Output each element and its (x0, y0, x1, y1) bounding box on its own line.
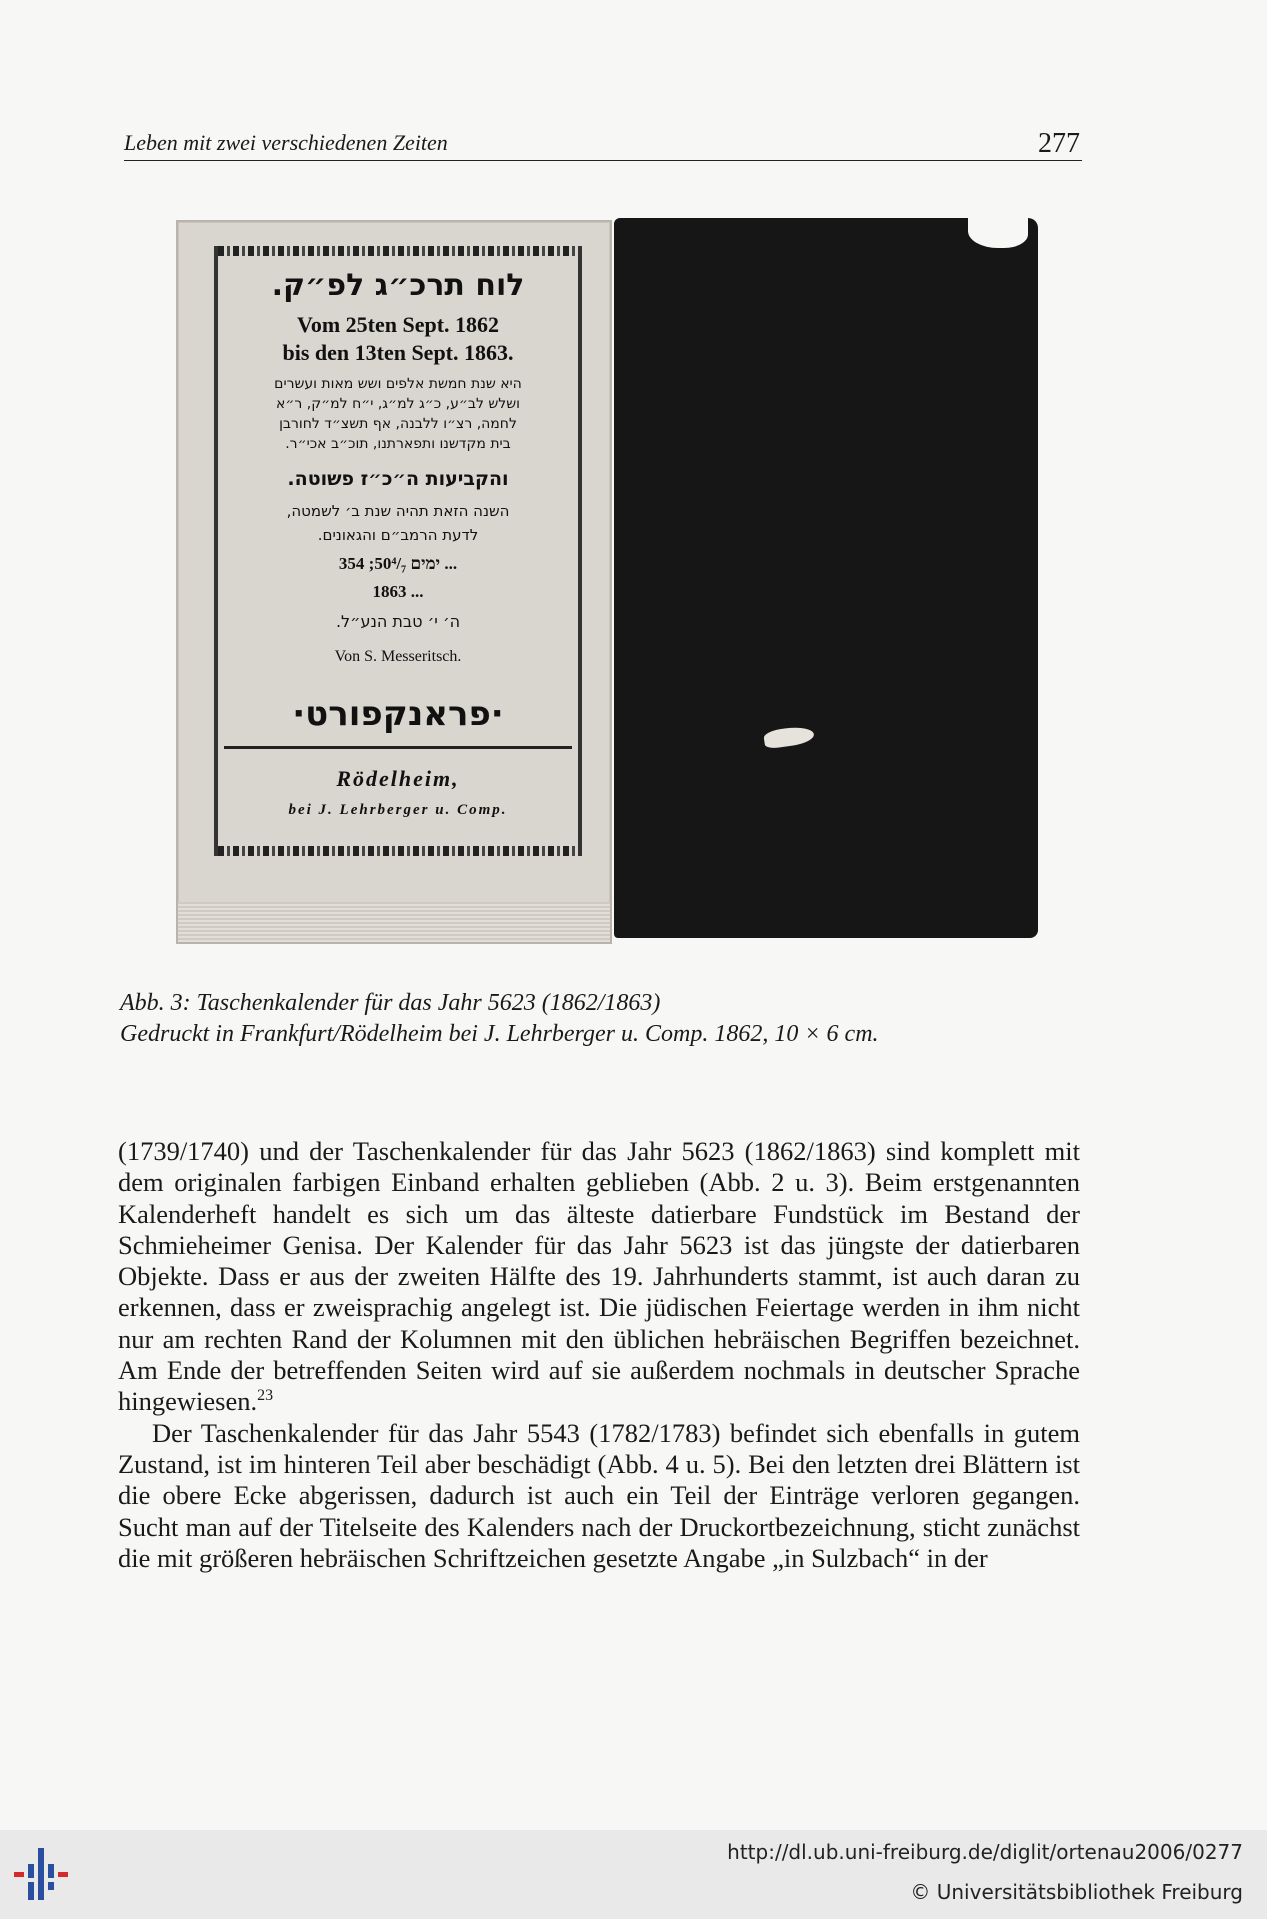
running-header (124, 128, 1082, 161)
footnote-reference[interactable]: 23 (257, 1387, 274, 1405)
caption-line: Abb. 3: Taschenkalender für das Jahr 5623 (1862/1863) (120, 990, 661, 1016)
caption-line: Gedruckt in Frankfurt/Rödelheim bei J. Lehrberger u. Comp. 1862, 10 × 6 cm. (120, 1021, 879, 1047)
paragraph: Der Taschenkalender für das Jahr 5543 (1782/1783) befindet sich ebenfalls in gutem Zustand, ist im hinteren Teil aber beschädigt (Abb. 4 u. 5). Bei den letzten drei Blättern ist die obere Ecke abgerissen, dadurch ist auch ein Teil der Einträge verloren gegangen. Sucht man auf der Titelseite des Kalenders nach der Druckortbezeichnung, sticht zunächst die mit größeren hebräischen Schriftzeichen gesetzte Angabe „in Sulzbach“ in der (118, 1417, 1080, 1573)
calendar-frame (214, 246, 582, 856)
calendar-line: היא שנת חמשת אלפים ושש מאות ועשרים (274, 376, 522, 392)
figure-calendar-photo (170, 208, 1044, 952)
calendar-line: השנה הזאת תהיה שנת ב׳ לשמטה, (286, 502, 510, 520)
ornament-border-bottom (218, 846, 578, 856)
calendar-line: Rödelheim, (336, 766, 460, 791)
cover-damage (968, 214, 1028, 248)
calendar-line: bis den 13ten Sept. 1863. (282, 340, 514, 365)
paragraph (118, 1136, 1080, 1418)
calendar-line: לדעת הרמב״ם והגאונים. (317, 526, 479, 544)
calendar-line: ה׳ י׳ טבת הנע״ל. (335, 612, 461, 631)
library-logo-icon (14, 1842, 84, 1906)
page-number: 277 (1038, 128, 1080, 159)
calendar-line: בית מקדשנו ותפארתנו, תוכ״ב אכי״ר. (285, 436, 511, 452)
body-text (118, 1136, 1080, 1574)
calendar-line: Vom 25ten Sept. 1862 (296, 312, 500, 337)
calendar-cover (614, 218, 1038, 938)
library-footer (0, 1830, 1267, 1919)
calendar-line: לוח תרכ״ג לפ״ק. (271, 268, 525, 303)
calendar-line: ושלש לב״ע, כ״ג למ״ג, י״ח למ״ק, ר״א (276, 396, 520, 412)
calendar-line: ·פראנקפורט· (292, 694, 504, 734)
cover-damage (763, 725, 815, 750)
calendar-line: והקביעות ה״כ״ז פשוטה. (287, 468, 509, 490)
permalink-url[interactable]: http://dl.ub.uni-freiburg.de/diglit/ortenau2006/0277 (727, 1840, 1243, 1864)
calendar-line: bei J. Lehrberger u. Comp. (288, 802, 508, 818)
paragraph-text: (1739/1740) und der Taschenkalender für das Jahr 5623 (1862/1863) sind komplett mit dem originalen farbigen Einband erhalten geblieben (Abb. 2 u. 3). Beim erstgenannten Kalenderheft handelt es sich um das älteste datierbare Fundstück im Bestand der Schmieheimer Genisa. Der Kalender für das Jahr 5623 ist das jüngste der datierbaren Objekte. Dass er aus der zweiten Hälfte des 19. Jahrhunderts stammt, ist auch daran zu erkennen, dass er zweisprachig angelegt ist. Die jüdischen Feiertage werden in ihm nicht nur am rechten Rand der Kolumnen mit den üblichen hebräischen Begriffen bezeichnet. Am Ende der betreffenden Seiten wird auf sie außerdem nochmals in deutscher Sprache hingewiesen. (118, 1136, 1080, 1417)
calendar-line: לחמה, רצ״ו ללבנה, אף תשצ״ד לחורבן (279, 416, 517, 432)
calendar-line: 354 ;ימים 50⁴/₇ ... (338, 554, 458, 573)
page-edges (178, 902, 610, 942)
running-title: Leben mit zwei verschiedenen Zeiten (124, 130, 448, 155)
copyright-notice: © Universitätsbibliothek Freiburg (910, 1880, 1243, 1904)
calendar-line: 1863 ... (372, 582, 424, 601)
ornament-border-top (218, 246, 578, 256)
figure-caption (120, 988, 1080, 1050)
calendar-title-page (176, 220, 612, 944)
calendar-rule (224, 746, 572, 749)
calendar-line: Von S. Messeritsch. (334, 648, 462, 665)
